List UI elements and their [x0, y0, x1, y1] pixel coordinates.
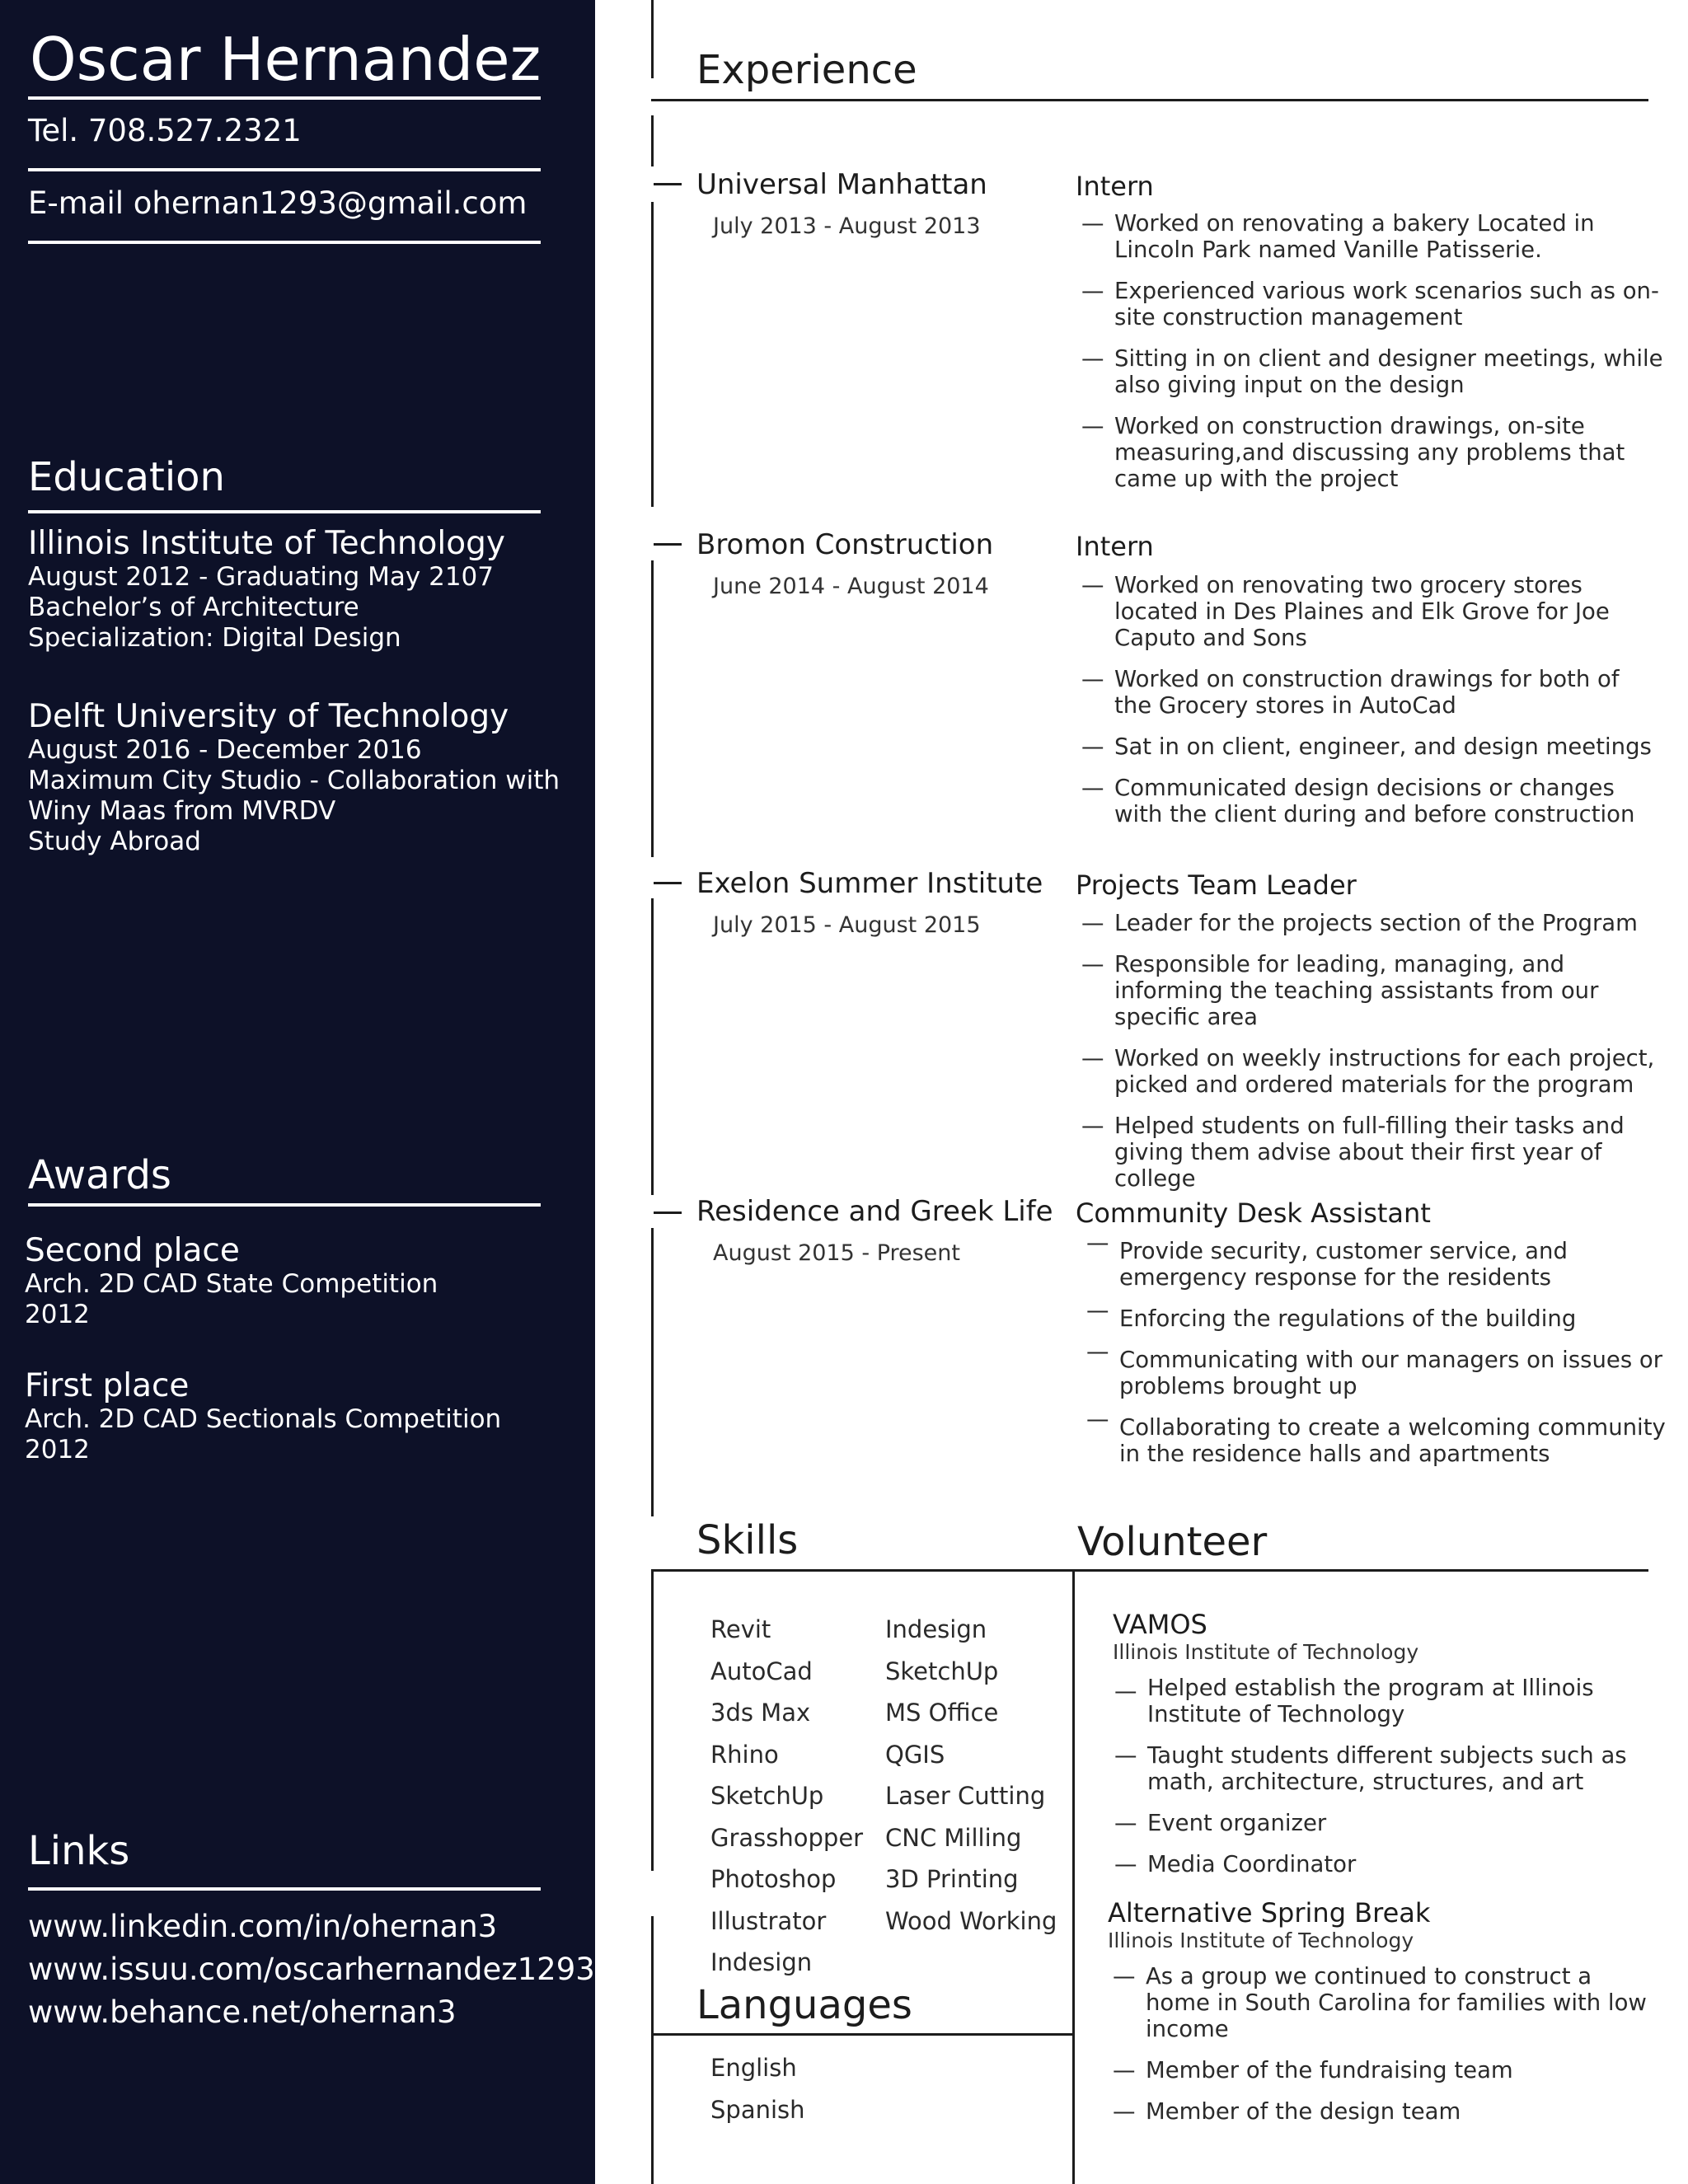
- company-name: Exelon Summer Institute: [696, 867, 1043, 900]
- education-detail: Study Abroad: [28, 827, 201, 856]
- volunteer-bullets: [1113, 1963, 1657, 2139]
- dash-icon: —: [1081, 951, 1104, 977]
- job-bullets: [1081, 210, 1675, 507]
- timeline-tick: [654, 543, 682, 546]
- education-detail: Specialization: Digital Design: [28, 623, 401, 653]
- job-role: Intern: [1076, 531, 1154, 562]
- list-item: — Communicated design decisions or changes with the client during and before construction: [1081, 775, 1635, 827]
- skill-item: Revit: [710, 1615, 771, 1643]
- list-item: — Event organizer: [1114, 1810, 1327, 1836]
- school-name: Illinois Institute of Technology: [28, 525, 505, 562]
- dash-icon: —: [1114, 1810, 1137, 1836]
- volunteer-bullets: [1114, 1675, 1658, 1892]
- skills-column: [710, 1609, 863, 1984]
- languages-list: [710, 2047, 805, 2130]
- education-detail: August 2016 - December 2016: [28, 735, 422, 765]
- timeline-line: [651, 898, 654, 1195]
- phone: Tel. 708.527.2321: [28, 113, 302, 148]
- list-item: — Taught students different subjects such as math, architecture, structures, and art: [1114, 1742, 1627, 1795]
- skill-item: Grasshopper: [710, 1823, 864, 1852]
- language-item: English: [710, 2054, 797, 2082]
- skills-heading: Skills: [696, 1517, 799, 1563]
- timeline-line: [651, 202, 654, 507]
- volunteer-entry: [1108, 1897, 1430, 1953]
- divider: [28, 510, 541, 513]
- skill-item: CNC Milling: [885, 1823, 1022, 1852]
- experience-heading: Experience: [696, 47, 917, 93]
- award-entry: [25, 1368, 501, 1465]
- list-item: — Member of the fundraising team: [1113, 2057, 1513, 2083]
- volunteer-institution: Illinois Institute of Technology: [1113, 1640, 1419, 1664]
- list-item: — Responsible for leading, managing, and informing the teaching assistants from our specific area: [1081, 951, 1599, 1030]
- skill-item: Laser Cutting: [885, 1782, 1046, 1810]
- volunteer-org: VAMOS: [1113, 1609, 1207, 1640]
- job-dates: July 2015 - August 2015: [713, 912, 981, 938]
- timeline-tick: [654, 1212, 682, 1214]
- divider: [28, 1203, 541, 1207]
- timeline-line: [651, 1228, 654, 1516]
- dash-icon: —: [1081, 345, 1104, 372]
- dash-icon: —: [1113, 2098, 1136, 2125]
- dash-icon: —: [1081, 1045, 1104, 1071]
- education-entry: [28, 526, 505, 654]
- timeline-line: [651, 1916, 654, 2184]
- dash-icon: —: [1113, 1963, 1136, 1990]
- job-bullets: [1081, 910, 1675, 1207]
- job-entry: [696, 1195, 1053, 1268]
- timeline-tick: [654, 882, 682, 884]
- education-heading: Education: [28, 454, 225, 500]
- list-item: — Worked on renovating two grocery stores located in Des Plaines and Elk Grove for Joe Caputo and Sons: [1081, 572, 1610, 651]
- job-role: Intern: [1076, 171, 1154, 202]
- dash-icon: —: [1086, 1338, 1109, 1365]
- dash-icon: —: [1086, 1230, 1109, 1256]
- company-name: Residence and Greek Life: [696, 1195, 1053, 1228]
- link-behance[interactable]: www.behance.net/ohernan3: [28, 1994, 457, 2030]
- job-bullets: [1081, 572, 1658, 842]
- education-detail: August 2012 - Graduating May 2107: [28, 562, 494, 592]
- volunteer-institution: Illinois Institute of Technology: [1108, 1929, 1414, 1952]
- job-role: Community Desk Assistant: [1076, 1197, 1431, 1229]
- dash-icon: —: [1086, 1406, 1109, 1432]
- list-item: — Sitting in on client and designer meetings, while also giving input on the design: [1081, 345, 1663, 398]
- links-heading: Links: [28, 1828, 130, 1874]
- school-name: Delft University of Technology: [28, 698, 509, 735]
- award-detail: 2012: [25, 1300, 90, 1329]
- award-detail: Arch. 2D CAD Sectionals Competition: [25, 1404, 502, 1434]
- dash-icon: —: [1081, 210, 1104, 237]
- education-detail: Winy Maas from MVRDV: [28, 796, 336, 826]
- list-item: — Worked on renovating a bakery Located in Lincoln Park named Vanille Patisserie.: [1081, 210, 1595, 263]
- dash-icon: —: [1113, 2057, 1136, 2083]
- dash-icon: —: [1114, 1678, 1137, 1704]
- education-entry: [28, 699, 560, 857]
- skill-item: 3ds Max: [710, 1699, 811, 1727]
- skill-item: Indesign: [885, 1615, 987, 1643]
- skill-item: SketchUp: [885, 1657, 999, 1685]
- skill-item: Wood Working: [885, 1906, 1057, 1935]
- list-item: — Helped students on full-filling their tasks and giving them advise about their first year of college: [1081, 1113, 1625, 1192]
- dash-icon: —: [1086, 1297, 1109, 1324]
- languages-heading: Languages: [696, 1982, 912, 2028]
- divider: [28, 96, 541, 100]
- job-role: Projects Team Leader: [1076, 869, 1357, 901]
- skill-item: Rhino: [710, 1740, 779, 1769]
- timeline-line: [651, 1570, 654, 1871]
- awards-heading: Awards: [28, 1152, 171, 1198]
- timeline-line: [651, 560, 654, 857]
- list-item: — Communicating with our managers on issues or problems brought up: [1086, 1338, 1663, 1399]
- company-name: Universal Manhattan: [696, 168, 987, 201]
- divider: [28, 1887, 541, 1891]
- divider: [651, 2033, 1073, 2036]
- list-item: — Worked on weekly instructions for each project, picked and ordered materials for the program: [1081, 1045, 1655, 1098]
- job-dates: June 2014 - August 2014: [713, 574, 989, 599]
- skill-item: Illustrator: [710, 1906, 827, 1935]
- award-detail: 2012: [25, 1435, 90, 1465]
- dash-icon: —: [1114, 1742, 1137, 1769]
- timeline-line: [651, 115, 654, 166]
- volunteer-heading: Volunteer: [1077, 1519, 1268, 1565]
- skill-item: Indesign: [710, 1948, 813, 1976]
- divider: [651, 99, 1648, 101]
- job-entry: [696, 168, 987, 241]
- list-item: — Helped establish the program at Illinois Institute of Technology: [1114, 1675, 1594, 1727]
- language-item: Spanish: [710, 2095, 805, 2124]
- divider: [651, 1569, 1648, 1572]
- list-item: — Enforcing the regulations of the building: [1086, 1297, 1577, 1332]
- skill-item: QGIS: [885, 1740, 945, 1769]
- sidebar: [0, 0, 595, 2184]
- timeline-line: [651, 0, 654, 78]
- email[interactable]: E-mail ohernan1293@gmail.com: [28, 185, 528, 221]
- list-item: — Experienced various work scenarios such as on-site construction management: [1081, 278, 1659, 330]
- list-item: — As a group we continued to construct a home in South Carolina for families with low income: [1113, 1963, 1647, 2042]
- candidate-name: Oscar Hernandez: [30, 25, 542, 94]
- link-issuu[interactable]: www.issuu.com/oscarhernandez1293: [28, 1952, 595, 1987]
- skill-item: AutoCad: [710, 1657, 813, 1685]
- award-entry: [25, 1233, 438, 1330]
- dash-icon: —: [1081, 775, 1104, 801]
- skills-column: [885, 1609, 1057, 1942]
- skill-item: MS Office: [885, 1699, 999, 1727]
- column-divider: [1072, 1569, 1075, 2184]
- divider: [28, 168, 541, 171]
- list-item: — Media Coordinator: [1114, 1851, 1357, 1877]
- job-bullets: [1086, 1230, 1680, 1482]
- job-entry: [696, 867, 1043, 940]
- links-list: [28, 1905, 595, 2034]
- divider: [28, 241, 541, 244]
- list-item: — Member of the design team: [1113, 2098, 1461, 2125]
- dash-icon: —: [1081, 910, 1104, 936]
- education-detail: Bachelor’s of Architecture: [28, 593, 359, 622]
- list-item: — Leader for the projects section of the Program: [1081, 910, 1638, 936]
- education-detail: Maximum City Studio - Collaboration with: [28, 766, 560, 795]
- skill-item: 3D Printing: [885, 1865, 1019, 1893]
- job-entry: [696, 528, 993, 601]
- dash-icon: —: [1081, 1113, 1104, 1139]
- list-item: — Sat in on client, engineer, and design meetings: [1081, 733, 1652, 760]
- skill-item: SketchUp: [710, 1782, 824, 1810]
- award-place: Second place: [25, 1232, 240, 1269]
- volunteer-org: Alternative Spring Break: [1108, 1897, 1431, 1929]
- list-item: — Provide security, customer service, and emergency response for the residents: [1086, 1230, 1568, 1291]
- list-item: — Worked on construction drawings for both of the Grocery stores in AutoCad: [1081, 666, 1620, 719]
- list-item: — Collaborating to create a welcoming community in the residence halls and apartments: [1086, 1406, 1666, 1467]
- dash-icon: —: [1081, 572, 1104, 598]
- skill-item: Photoshop: [710, 1865, 837, 1893]
- dash-icon: —: [1081, 413, 1104, 439]
- timeline-tick: [654, 183, 682, 185]
- company-name: Bromon Construction: [696, 528, 994, 561]
- link-linkedin[interactable]: www.linkedin.com/in/ohernan3: [28, 1909, 498, 1944]
- dash-icon: —: [1081, 733, 1104, 760]
- dash-icon: —: [1114, 1851, 1137, 1877]
- list-item: — Worked on construction drawings, on-site measuring,and discussing any problems that came up with the project: [1081, 413, 1625, 492]
- award-place: First place: [25, 1367, 190, 1404]
- award-detail: Arch. 2D CAD State Competition: [25, 1269, 438, 1299]
- volunteer-entry: [1113, 1609, 1418, 1665]
- job-dates: August 2015 - Present: [713, 1240, 960, 1266]
- dash-icon: —: [1081, 666, 1104, 692]
- job-dates: July 2013 - August 2013: [713, 213, 981, 239]
- dash-icon: —: [1081, 278, 1104, 304]
